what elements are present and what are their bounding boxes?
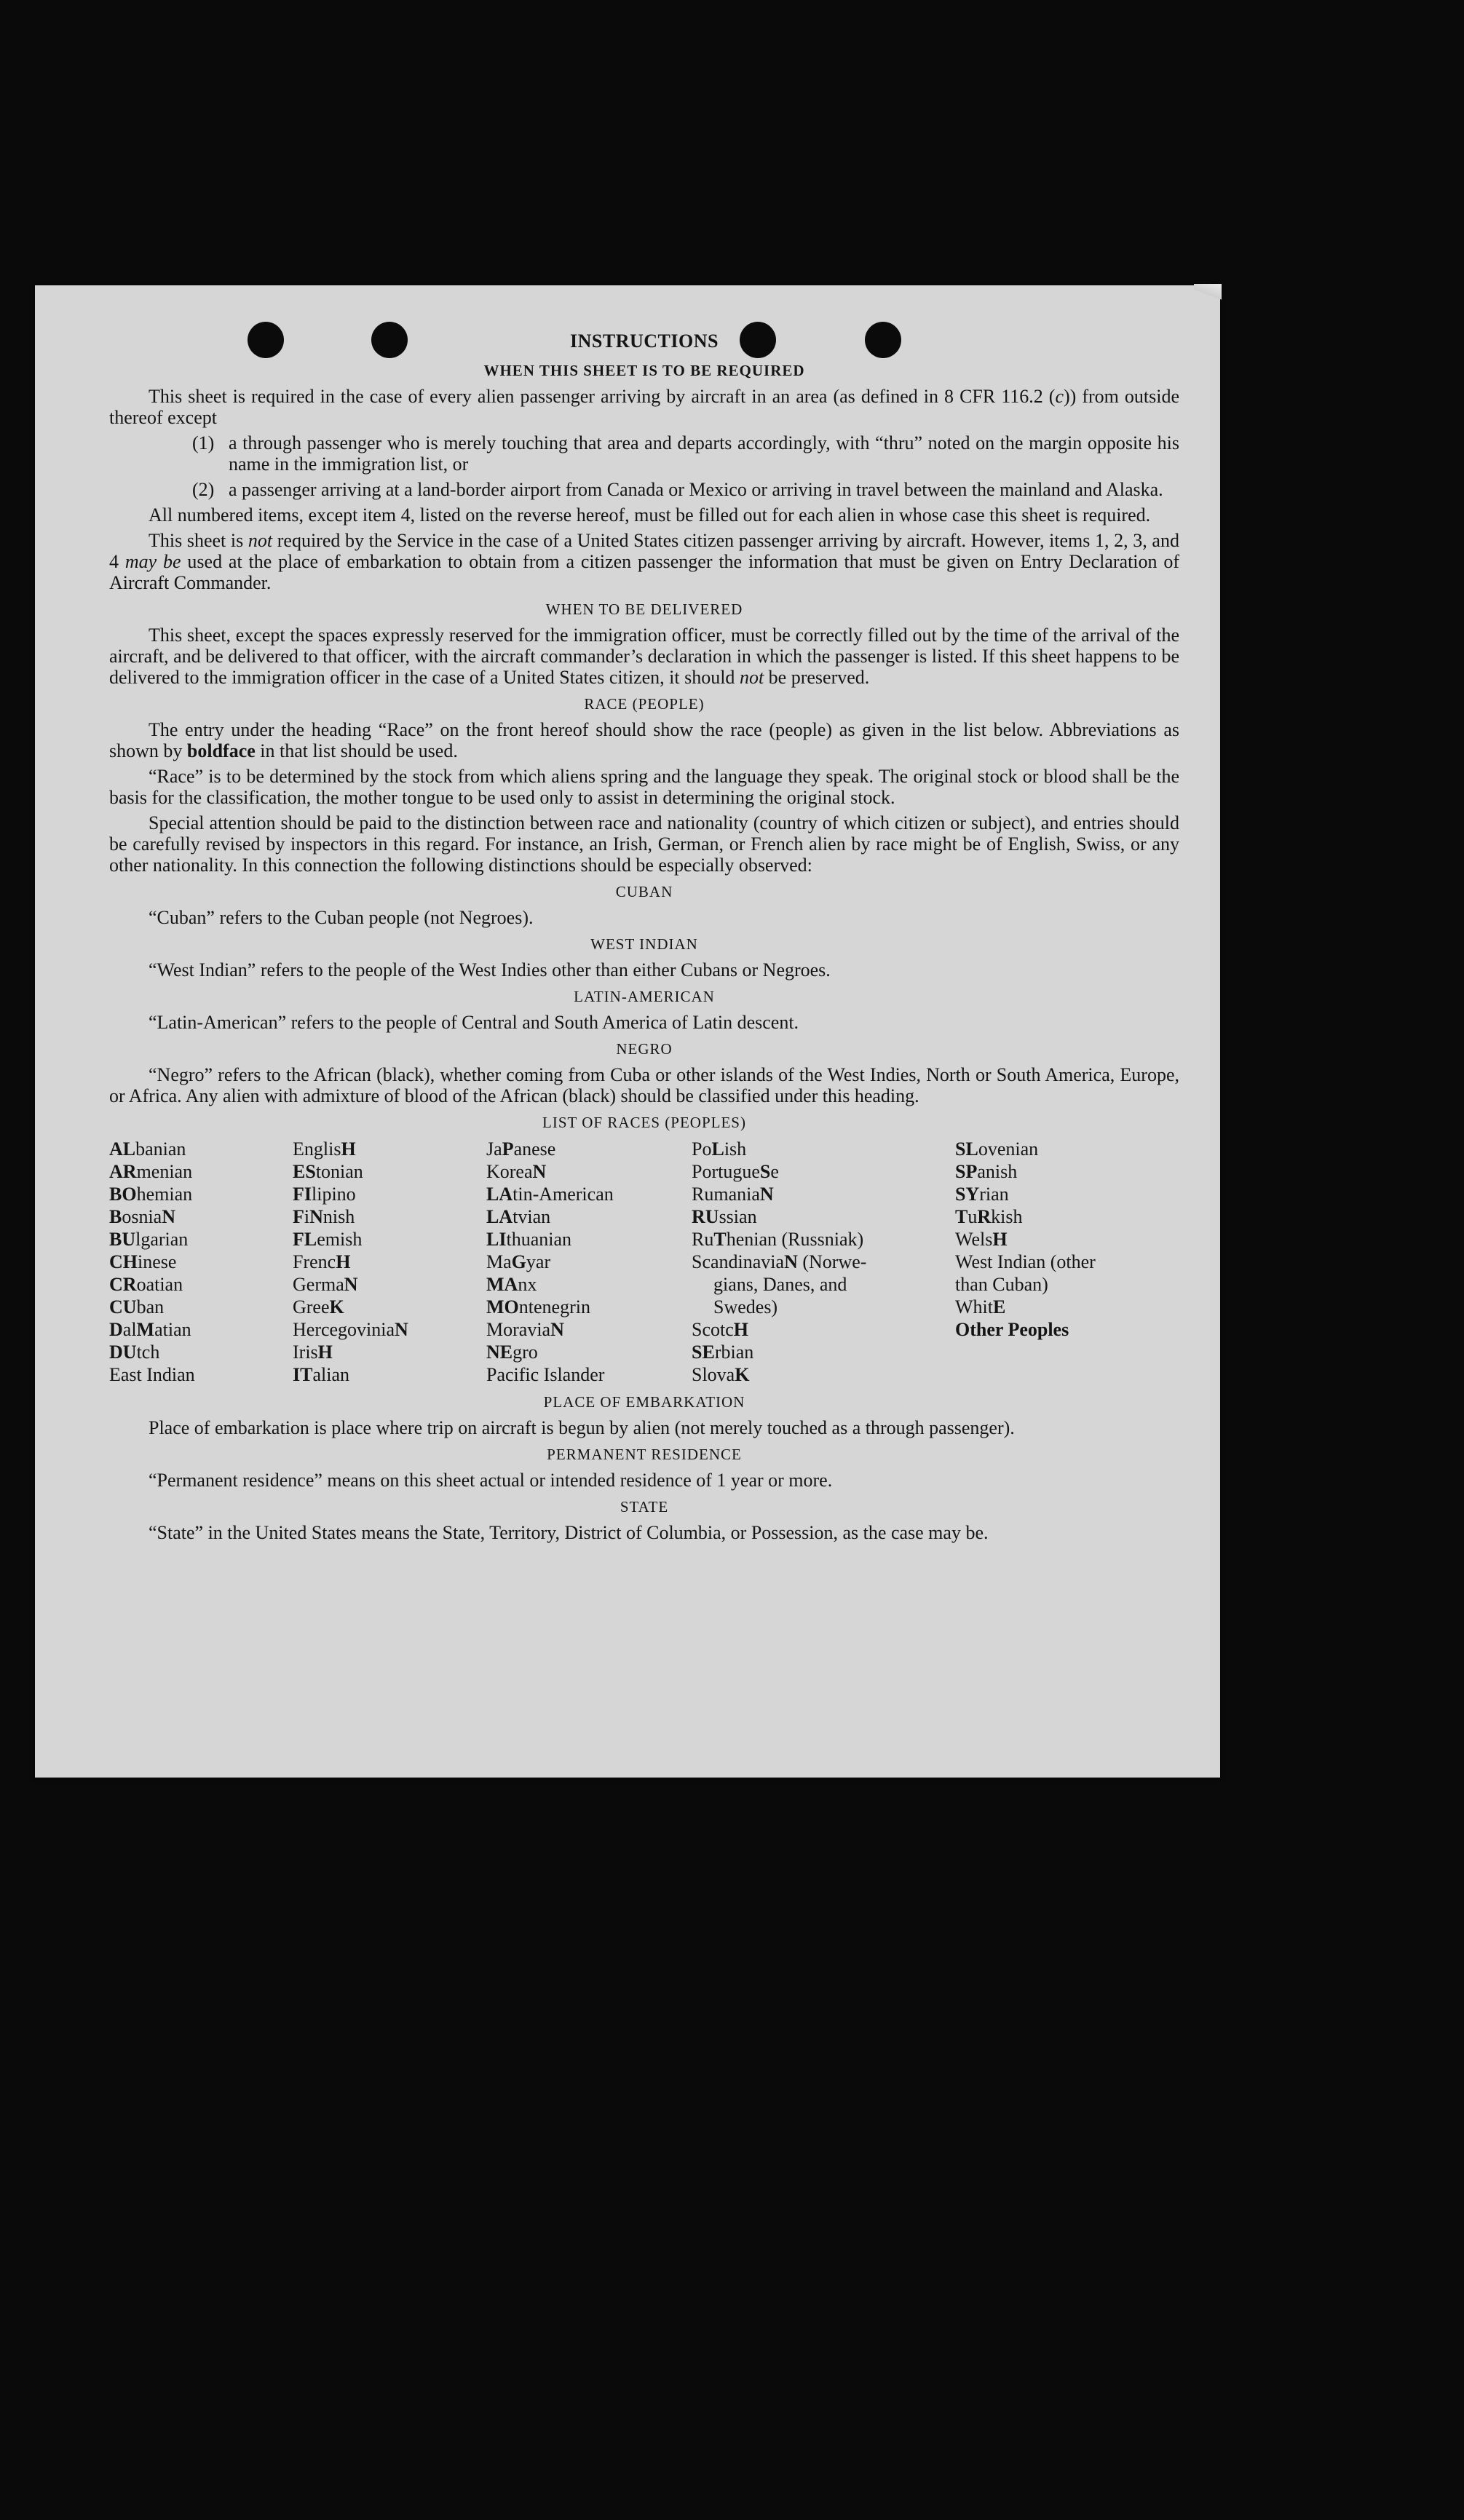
race-entry [293,1341,486,1363]
race-entry [109,1363,293,1386]
race-name-text: gro [513,1342,538,1363]
race-entry [692,1341,955,1363]
race-abbreviation: CU [109,1296,137,1318]
race-entry [486,1296,692,1318]
heading-list-of-races: LIST OF RACES (PEOPLES) [542,1114,746,1131]
race-name-text: (Norwe- [797,1251,867,1272]
race-entry [486,1160,692,1183]
race-abbreviation: D [109,1319,123,1340]
race-list [109,1138,1179,1386]
race-abbreviation: G [511,1251,526,1272]
race-name-text: menian [136,1161,193,1182]
race-entry [293,1183,486,1205]
race-name-text: gians, Danes, and [713,1274,847,1295]
paragraph: “Permanent residence” means on this sheet actual or intended residence of 1 year or more. [149,1470,833,1491]
race-entry [955,1160,1179,1183]
race-entry [109,1318,293,1341]
race-name-text: lipino [312,1184,356,1205]
race-abbreviation: N [395,1319,408,1340]
race-name-text: Englis [293,1138,341,1160]
race-abbreviation: SL [955,1138,978,1160]
race-entry [955,1273,1179,1296]
exception-item [109,432,1179,475]
race-abbreviation: H [317,1342,333,1363]
race-name-text: Portugue [692,1161,760,1182]
race-abbreviation: E [993,1296,1006,1318]
exception-item [109,479,1179,500]
heading-race: RACE (PEOPLE) [584,695,705,713]
race-entry [486,1363,692,1386]
race-entry [293,1318,486,1341]
race-name-text: Frenc [293,1251,336,1272]
race-name-text: than Cuban) [955,1274,1048,1295]
race-entry [293,1205,486,1228]
heading-permanent-residence: PERMANENT RESIDENCE [547,1446,742,1463]
race-name-text: banian [135,1138,186,1160]
race-name-text: henian (Russniak) [726,1229,864,1250]
heading-negro: NEGRO [616,1040,673,1058]
paragraph: This sheet is required in the case of every alien passenger arriving by aircraft in an area (as defined in 8 CFR 116.2 (c)) from outside thereof except [109,386,1180,428]
race-abbreviation: N [759,1184,774,1205]
paragraph: All numbered items, except item 4, listed on the reverse hereof, must be filled out for each alien in whose case this sheet is required. [149,504,1151,526]
paragraph: “Latin-American” refers to the people of Central and South America of Latin descent. [149,1012,799,1033]
race-entry [692,1273,955,1296]
race-entry [955,1138,1179,1160]
race-abbreviation: S [759,1161,771,1182]
race-name-text: Wels [955,1229,993,1250]
race-abbreviation: BO [109,1184,137,1205]
race-abbreviation: H [733,1319,748,1340]
race-abbreviation: MO [486,1296,519,1318]
race-name-text: tvian [513,1206,551,1227]
race-name-text: ovenian [978,1138,1039,1160]
race-entry [955,1183,1179,1205]
race-entry [486,1228,692,1251]
race-entry [955,1251,1179,1273]
race-name-text: Ru [692,1229,714,1250]
race-entry [293,1273,486,1296]
race-entry [692,1296,955,1318]
race-abbreviation: IT [293,1364,313,1385]
race-abbreviation: DU [109,1342,137,1363]
race-name-text: Moravia [486,1319,551,1340]
item-text: a passenger arriving at a land-border airport from Canada or Mexico or arriving in travel between the mainland and Alaska. [229,479,1163,500]
race-abbreviation: H [992,1229,1008,1250]
race-name-text: yar [526,1251,551,1272]
race-name-text: ban [136,1296,165,1318]
race-name-text: West Indian (other [955,1251,1096,1272]
race-entry [486,1138,692,1160]
race-abbreviation: CH [109,1251,138,1272]
race-abbreviation: NE [486,1342,513,1363]
paragraph: “Negro” refers to the African (black), whether coming from Cuba or other islands of the West Indies, North or South America, Europe, or Africa. Any alien with admixture of blood of the African (black) should be classified under this heading. [109,1064,1179,1106]
race-entry [955,1205,1179,1228]
race-abbreviation: FI [293,1184,312,1205]
race-abbreviation: SY [955,1184,980,1205]
race-name-text: ntenegrin [518,1296,590,1318]
paragraph: “West Indian” refers to the people of the West Indies other than either Cubans or Negroes. [149,959,831,980]
race-entry [109,1138,293,1160]
paragraph: “Race” is to be determined by the stock from which aliens spring and the language they speak. The original stock or blood shall be the basis for the classification, the mother tongue to be used only to assist in determining the original stock. [109,766,1179,808]
race-entry [486,1273,692,1296]
race-name-text: ssian [719,1206,757,1227]
race-entry [955,1228,1179,1251]
race-entry [109,1341,293,1363]
race-name-text: Po [692,1138,712,1160]
race-abbreviation: CR [109,1274,137,1295]
race-abbreviation: N [532,1161,547,1182]
race-column [955,1138,1179,1386]
race-name-text: Iris [293,1342,318,1363]
heading-embarkation: PLACE OF EMBARKATION [543,1393,745,1411]
race-name-text: tin-American [513,1184,614,1205]
paragraph: The entry under the heading “Race” on the front hereof should show the race (people) as given in the list below. Abbreviations as shown by boldface in that list should be used. [109,719,1179,761]
race-name-text: atian [154,1319,191,1340]
race-name-text: u [968,1206,978,1227]
paragraph: Place of embarkation is place where trip on aircraft is begun by alien (not merely touched as a through passenger). [149,1417,1015,1438]
race-abbreviation: MA [486,1274,518,1295]
race-name-text: al [122,1319,137,1340]
race-name-text: Slova [692,1364,735,1385]
race-abbreviation: LA [486,1206,513,1227]
race-entry [109,1296,293,1318]
race-name-text: alian [312,1364,349,1385]
item-text: a through passenger who is merely touching that area and departs accordingly, with “thru” noted on the margin opposite his name in the immigration list, or [229,432,1179,475]
race-name-text: ish [724,1138,747,1160]
paragraph: This sheet is not required by the Service in the case of a United States citizen passenger arriving by aircraft. However, items 1, 2, 3, and 4 may be used at the place of embarkation to obtain from a citizen passenger the information that must be given on Entry Declaration of Aircraft Commander. [109,530,1180,593]
race-abbreviation: N [784,1251,798,1272]
race-abbreviation: Other Peoples [955,1319,1069,1340]
item-number: (2) [192,479,215,500]
paragraph: “Cuban” refers to the Cuban people (not Negroes). [149,907,534,928]
race-abbreviation: B [109,1206,122,1227]
race-entry [109,1160,293,1183]
race-name-text: thuanian [506,1229,571,1250]
race-abbreviation: N [309,1206,323,1227]
race-abbreviation: K [329,1296,344,1318]
race-name-text: anish [977,1161,1018,1182]
race-column [486,1138,692,1386]
race-entry [293,1251,486,1273]
race-abbreviation: H [341,1138,356,1160]
race-name-text: Ma [486,1251,512,1272]
race-entry [109,1273,293,1296]
race-abbreviation: LA [486,1184,513,1205]
race-abbreviation: AR [109,1161,137,1182]
race-abbreviation: M [136,1319,155,1340]
race-abbreviation: L [711,1138,724,1160]
race-abbreviation: SE [692,1342,715,1363]
race-entry [692,1228,955,1251]
race-name-text: e [770,1161,779,1182]
race-entry [109,1183,293,1205]
race-abbreviation: LI [486,1229,507,1250]
race-abbreviation: T [713,1229,727,1250]
race-entry [293,1296,486,1318]
race-abbreviation: SP [955,1161,978,1182]
race-name-text: Swedes) [713,1296,778,1318]
paragraph: Special attention should be paid to the distinction between race and nationality (country of which citizen or subject), and entries should be carefully revised by inspectors in this regard. For instance, an Irish, German, or French alien by race might be of English, Swiss, or any other nationality. In this connection the following distinctions should be especially observed: [109,812,1179,876]
page-title: INSTRUCTIONS [570,330,719,352]
item-number: (1) [192,432,215,453]
race-entry [692,1205,955,1228]
race-entry [293,1160,486,1183]
race-name-text: emish [317,1229,363,1250]
paragraph: This sheet, except the spaces expressly reserved for the immigration officer, must be correctly filled out by the time of the arrival of the aircraft, and be delivered to that officer, with the aircraft commander’s declaration in which the passenger is listed. If this sheet happens to be delivered to the immigration officer in the case of a United States citizen, it should not be preserved. [109,625,1179,688]
race-entry [293,1363,486,1386]
race-abbreviation: T [955,1206,968,1227]
instruction-sheet [35,285,1220,1778]
race-abbreviation: R [977,1206,992,1227]
race-name-text: Ja [486,1138,502,1160]
heading-when-delivered: WHEN TO BE DELIVERED [545,601,743,618]
race-column [293,1138,486,1386]
race-abbreviation: K [735,1364,750,1385]
race-name-text: Gree [293,1296,330,1318]
race-name-text: hemian [136,1184,193,1205]
race-abbreviation: P [502,1138,514,1160]
race-entry [486,1318,692,1341]
race-abbreviation: N [344,1274,358,1295]
heading-when-required: WHEN THIS SHEET IS TO BE REQUIRED [483,362,805,379]
heading-state: STATE [620,1498,669,1515]
race-name-text: Rumania [692,1184,760,1205]
race-entry [955,1296,1179,1318]
race-abbreviation: N [550,1319,564,1340]
race-name-text: Pacific Islander [486,1364,605,1385]
race-name-text: Hercegovinia [293,1319,395,1340]
race-entry [293,1228,486,1251]
race-name-text: Korea [486,1161,533,1182]
race-abbreviation: BU [109,1229,136,1250]
race-name-text: Germa [293,1274,344,1295]
race-entry [692,1318,955,1341]
paragraph: “State” in the United States means the State, Territory, District of Columbia, or Possession, as the case may be. [149,1522,989,1543]
race-name-text: anese [513,1138,556,1160]
race-name-text: Scandinavia [692,1251,785,1272]
race-name-text: osnia [122,1206,162,1227]
race-entry [486,1251,692,1273]
race-abbreviation: ES [293,1161,316,1182]
race-abbreviation: RU [692,1206,719,1227]
race-abbreviation: FL [293,1229,317,1250]
race-entry [109,1228,293,1251]
race-abbreviation: AL [109,1138,136,1160]
race-entry [692,1160,955,1183]
race-entry [692,1138,955,1160]
race-name-text: nx [518,1274,537,1295]
race-name-text: nish [323,1206,355,1227]
race-name-text: tch [136,1342,160,1363]
race-entry [692,1183,955,1205]
race-entry [109,1251,293,1273]
race-name-text: oatian [136,1274,183,1295]
race-name-text: tonian [315,1161,363,1182]
race-entry [692,1363,955,1386]
race-entry [293,1138,486,1160]
heading-latin-american: LATIN-AMERICAN [574,988,715,1005]
race-abbreviation: H [336,1251,351,1272]
race-entry [486,1205,692,1228]
race-name-text: kish [991,1206,1023,1227]
race-entry [486,1183,692,1205]
sheet-content [109,330,1179,1548]
race-abbreviation: N [162,1206,176,1227]
race-name-text: East Indian [109,1364,195,1385]
race-entry [109,1205,293,1228]
race-name-text: Whit [955,1296,993,1318]
race-column [109,1138,293,1386]
race-name-text: lgarian [135,1229,189,1250]
race-name-text: rian [979,1184,1009,1205]
race-name-text: i [304,1206,310,1227]
race-name-text: inese [138,1251,177,1272]
race-entry [486,1341,692,1363]
race-column [692,1138,955,1386]
heading-cuban: CUBAN [615,883,673,900]
heading-west-indian: WEST INDIAN [590,935,698,953]
race-entry [955,1318,1179,1341]
race-abbreviation: F [293,1206,304,1227]
race-name-text: rbian [714,1342,754,1363]
race-entry [692,1251,955,1273]
race-name-text: Scotc [692,1319,734,1340]
